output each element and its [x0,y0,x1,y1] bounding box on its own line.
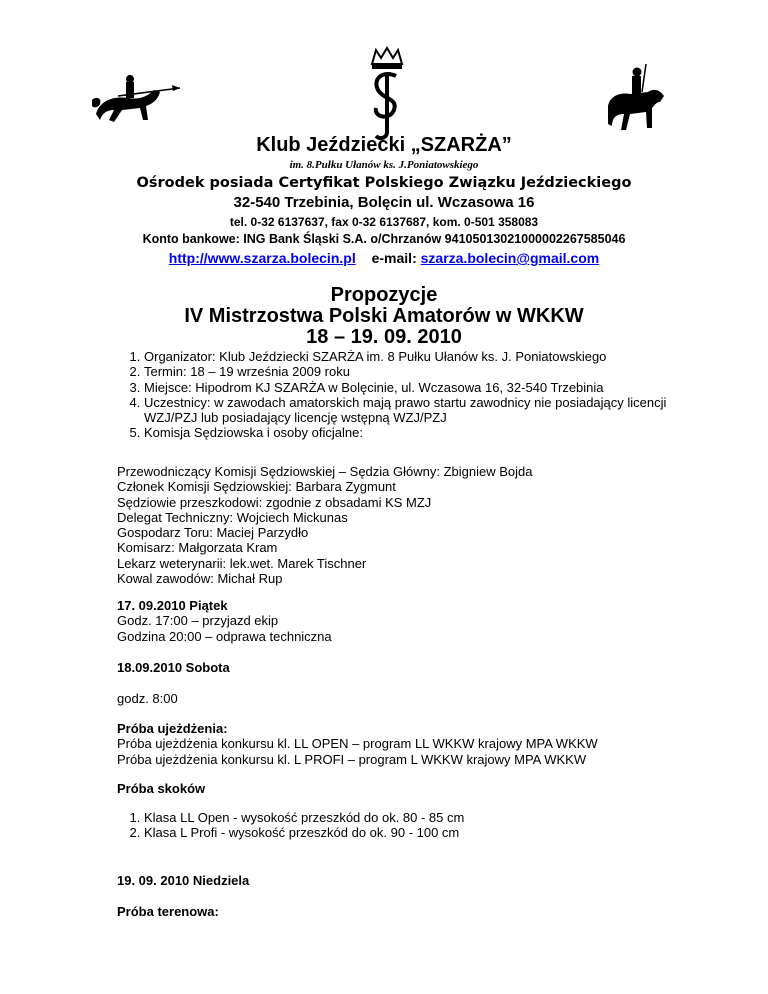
email-label: e-mail: [371,250,417,266]
title-line-3: 18 – 19. 09. 2010 [306,326,462,348]
website-link[interactable]: http://www.szarza.bolecin.pl [168,250,356,266]
list-item: 4. Uczestnicy: w zawodach amatorskich mają prawo startu zawodnicy nie posiadający licencji WZJ/PZJ lub posiadający licencję wstępną WZJ/PZJ [144,395,697,426]
lancer-rider-logo-left [88,70,184,130]
official-line: Sędziowie przeszkodowi: zgodnie z obsadami KS MZJ [117,494,432,510]
title-line-2: IV Mistrzostwa Polski Amatorów w WKKW [184,305,584,327]
club-name: Klub Jeździecki „SZARŻA” [256,134,512,156]
club-address: 32-540 Trzebinia, Bolęcin ul. Wczasowa 16 [233,194,535,211]
day2-time: godz. 8:00 [117,691,178,706]
official-line: Kowal zawodów: Michał Rup [117,571,283,587]
dressage-line: Próba ujeżdżenia konkursu kl. L PROFI – program L WKKW krajowy MPA WKKW [117,751,587,767]
official-line: Delegat Techniczny: Wojciech Mickunas [117,509,348,525]
dressage-section [117,721,697,767]
day1-line: Godz. 17:00 – przyjazd ekip [117,613,279,629]
main-info-list [117,349,697,441]
list-item: 1. Klasa LL Open - wysokość przeszkód do ok. 80 - 85 cm [144,810,697,825]
web-links [0,250,768,266]
day2-heading: 18.09.2010 Sobota [117,660,230,675]
certificate-line: Ośrodek posiada Certyfikat Polskiego Związku Jeździeckiego [136,175,632,191]
list-item: 5. Komisja Sędziowska i osoby oficjalne: [144,425,697,440]
dressage-heading: Próba ujeżdżenia: [117,721,228,736]
list-item: 3. Miejsce: Hipodrom KJ SZARŻA w Bolęcinie, ul. Wczasowa 16, 32-540 Trzebinia [144,380,697,395]
list-item: 1. Organizator: Klub Jeździecki SZARŻA im. 8 Pułku Ułanów ks. J. Poniatowskiego [144,349,697,364]
rider-logo-right [602,62,672,138]
official-line: Gospodarz Toru: Maciej Parzydło [117,525,309,541]
list-item: 2. Klasa L Profi - wysokość przeszkód do ok. 90 - 100 cm [144,825,697,840]
official-line: Komisarz: Małgorzata Kram [117,540,278,556]
day1-heading: 17. 09.2010 Piątek [117,598,228,613]
official-line: Przewodniczący Komisji Sędziowskiej – Sędzia Główny: Zbigniew Bojda [117,464,533,479]
club-monogram-crown-logo [364,46,410,142]
official-line: Członek Komisji Sędziowskiej: Barbara Zygmunt [117,479,396,495]
bank-account: Konto bankowe: ING Bank Śląski S.A. o/Chrzanów 94105013021000002267585046 [142,232,626,246]
day3-heading: 19. 09. 2010 Niedziela [117,873,250,888]
list-item: 2. Termin: 18 – 19 września 2009 roku [144,364,697,379]
email-link[interactable]: szarza.bolecin@gmail.com [420,250,600,266]
cross-country-heading: Próba terenowa: [117,904,219,919]
contact-phones: tel. 0-32 6137637, fax 0-32 6137687, kom. 0-501 358083 [229,215,539,229]
official-line: Lekarz weterynarii: lek.wet. Marek Tischner [117,555,367,571]
dressage-line: Próba ujeżdżenia konkursu kl. LL OPEN – program LL WKKW krajowy MPA WKKW [117,736,598,752]
jumping-list [117,810,697,841]
document-title [0,285,768,348]
officials-list [117,464,697,586]
club-patron: im. 8.Pułku Ułanów ks. J.Poniatowskiego [289,159,479,171]
day1-section [117,598,697,644]
jumping-heading: Próba skoków [117,781,206,796]
day1-line: Godzina 20:00 – odprawa techniczna [117,628,332,644]
title-line-1: Propozycje [330,284,438,306]
